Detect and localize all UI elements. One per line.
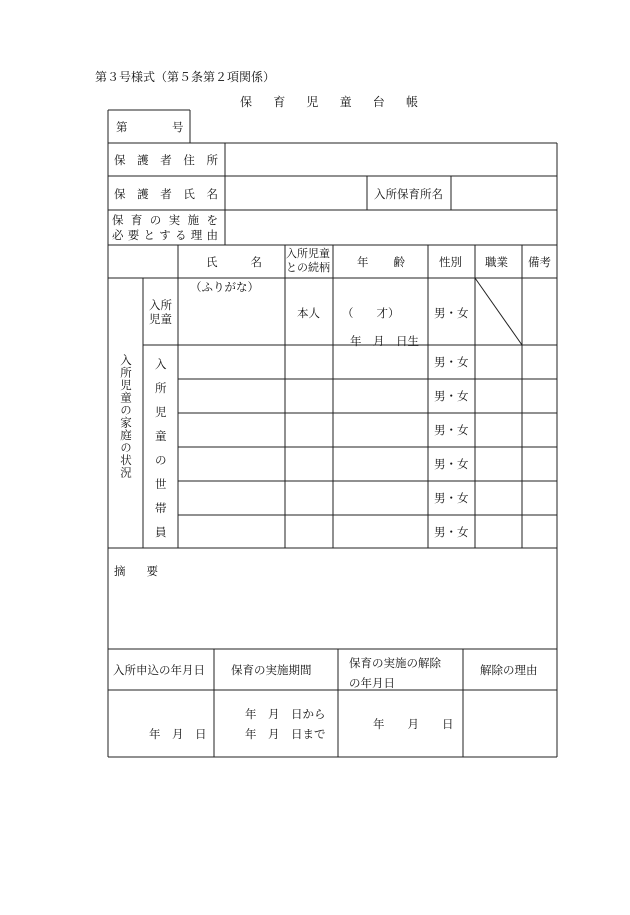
household-label-char: 員: [155, 525, 167, 539]
label-char: 者: [160, 153, 172, 167]
label-char: と: [143, 228, 155, 242]
number-label-go: 号: [172, 120, 184, 134]
household-sex-value: 男・女: [434, 491, 469, 505]
household-label-char: 童: [155, 429, 167, 443]
number-label-dai: 第: [116, 120, 128, 134]
column-remarks-header: 備考: [528, 255, 551, 269]
label-char: る: [175, 228, 187, 242]
household-sex-value: 男・女: [434, 423, 469, 437]
column-sex-header: 性別: [439, 255, 462, 269]
label-char: の: [149, 213, 162, 227]
label-char: 保: [114, 153, 126, 167]
title-char: 童: [339, 95, 352, 109]
period-to-value: 年 月 日まで: [245, 727, 326, 741]
cancel-date-value: 年 月 日: [373, 717, 454, 731]
title-char: 帳: [405, 95, 418, 109]
form-number-header: 第３号様式（第５条第２項関係）: [95, 70, 276, 84]
column-relation-header-line2: との続柄: [286, 261, 330, 274]
label-char: 摘: [114, 564, 126, 578]
furigana-label: （ふりがな）: [190, 280, 259, 294]
period-from-value: 年 月 日から: [245, 707, 326, 721]
reason-label-line2: [112, 228, 218, 242]
household-label-char: 所: [155, 381, 167, 395]
cancel-reason-header: 解除の理由: [480, 663, 538, 677]
household-sex-value: 男・女: [434, 457, 469, 471]
label-char: 由: [206, 228, 218, 242]
household-sex-value: 男・女: [434, 389, 469, 403]
label-char: 要: [127, 228, 140, 242]
label-char: 施: [187, 213, 200, 227]
application-date-value: 年 月 日: [149, 727, 207, 741]
label-char: 保: [114, 187, 126, 201]
label-char: 要: [146, 564, 158, 578]
label-char: 所: [206, 153, 218, 167]
label-char: 年: [357, 255, 369, 269]
household-label-char: の: [155, 453, 167, 467]
child-birth-date: 年 月 日生: [350, 334, 419, 348]
column-job-header: 職業: [485, 255, 508, 269]
child-label-line2: 児童: [149, 312, 172, 326]
title-char: 育: [273, 95, 286, 109]
child-relation-value: 本人: [297, 306, 320, 320]
label-char: 者: [160, 187, 172, 201]
label-char: 保: [112, 213, 124, 227]
column-relation-header-line1: 入所児童: [286, 247, 330, 260]
household-sex-value: 男・女: [434, 525, 469, 539]
guardian-name-label: [114, 187, 218, 201]
guardian-address-label: [114, 153, 218, 167]
label-char: 齢: [393, 255, 405, 269]
column-name-header: [206, 255, 262, 269]
label-char: 理: [190, 228, 203, 242]
label-char: 育: [130, 213, 143, 227]
title-char: 保: [240, 95, 253, 109]
period-header: 保育の実施期間: [231, 663, 312, 677]
label-char: 氏: [183, 187, 195, 201]
household-label-char: 入: [155, 357, 167, 371]
household-label-char: 世: [155, 477, 167, 491]
household-sex-value: 男・女: [434, 355, 469, 369]
child-label-line1: 入所: [149, 298, 172, 312]
child-sex-value: 男・女: [434, 306, 469, 320]
cancel-date-header-line2: の年月日: [349, 676, 395, 690]
cancel-date-header-line1: 保育の実施の解除: [349, 656, 441, 670]
household-label-char: 帯: [155, 501, 167, 515]
label-char: 住: [183, 153, 195, 167]
child-age-value: （ 才）: [342, 306, 400, 320]
label-char: 名: [206, 187, 218, 201]
label-char: 名: [250, 255, 262, 269]
label-char: を: [206, 213, 218, 227]
household-label-char: 児: [155, 405, 167, 419]
summary-label: [114, 564, 158, 578]
reason-label-line1: [112, 213, 218, 227]
column-age-header: [357, 255, 405, 269]
nursery-name-label: 入所保育所名: [374, 187, 443, 201]
title-char: 台: [372, 95, 385, 109]
label-char: 護: [137, 153, 149, 167]
family-status-label: 入所児童の家庭の状況: [119, 354, 133, 479]
label-char: 実: [168, 213, 181, 227]
label-char: 必: [112, 228, 124, 242]
title-char: 児: [306, 95, 319, 109]
application-date-header: 入所申込の年月日: [113, 663, 205, 677]
label-char: す: [159, 228, 171, 242]
label-char: 護: [137, 187, 149, 201]
label-char: 氏: [206, 255, 218, 269]
